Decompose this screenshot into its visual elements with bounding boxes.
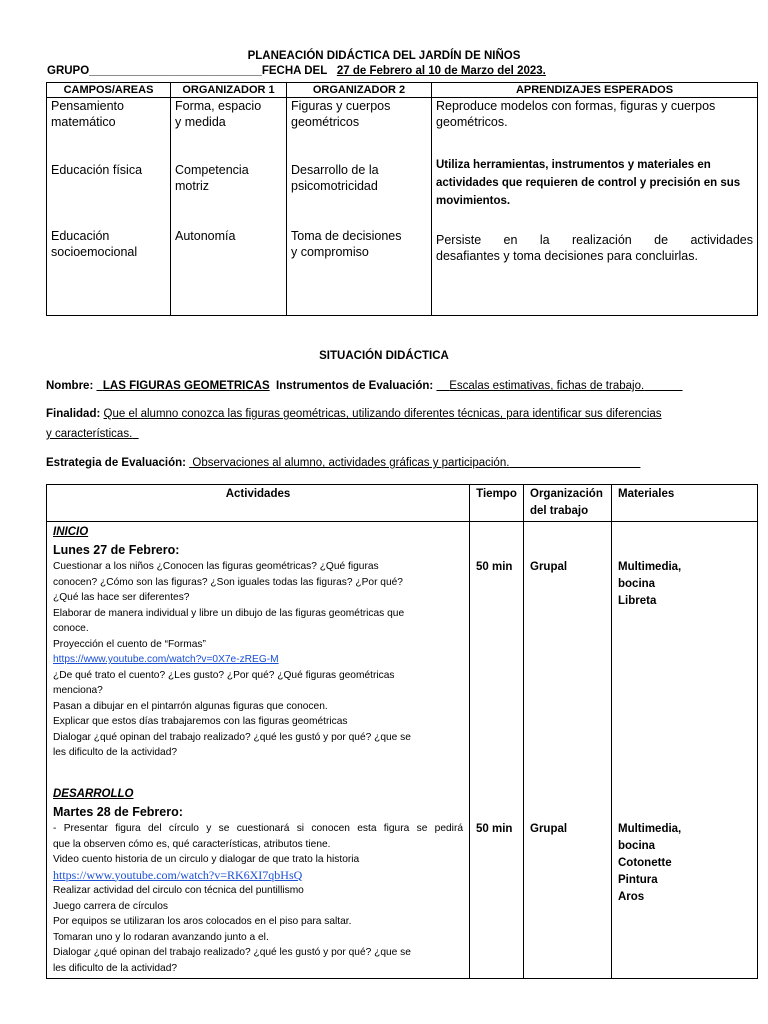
day-heading: Martes 28 de Febrero: <box>53 805 183 819</box>
finalidad-label: Finalidad: <box>46 408 101 420</box>
materiales-cell: Multimedia, bocina Libreta Multimedia, bocina Cotonette Pintura Aros <box>612 522 758 979</box>
tiempo-cell: 50 min 50 min <box>470 522 524 979</box>
section-desarrollo: DESARROLLO <box>53 788 134 800</box>
estrategia-label: Estrategia de Evaluación: <box>46 457 186 469</box>
video-link[interactable]: https://www.youtube.com/watch?v=0X7e-zREG-M <box>53 654 279 665</box>
activities-table <box>46 484 758 979</box>
col-materiales: Materiales <box>612 485 758 522</box>
organizador2-cell: Figuras y cuerpos geométricos <box>287 98 432 156</box>
finalidad-line <box>46 408 662 420</box>
col-tiempo: Tiempo <box>470 485 524 522</box>
fecha-label: FECHA DEL <box>261 65 328 77</box>
nombre-value: LAS FIGURAS GEOMETRICAS <box>102 380 270 392</box>
finalidad-text-1: Que el alumno conozca las figuras geométricas, utilizando diferentes técnicas, para identificar sus diferencias <box>103 408 662 420</box>
table-row <box>47 156 758 228</box>
day-heading: Lunes 27 de Febrero: <box>53 543 180 557</box>
organizador2-cell: Toma de decisiones y compromiso <box>287 228 432 316</box>
organizador2-cell: Desarrollo de la psicomotricidad <box>287 156 432 228</box>
aprendizaje-cell: Utiliza herramientas, instrumentos y materiales en actividades que requieren de control y precisión en sus movimientos. <box>432 156 758 228</box>
col-organizacion: Organización del trabajo <box>524 485 612 522</box>
col-organizador-1: ORGANIZADOR 1 <box>171 83 287 98</box>
grupo-label: GRUPO <box>47 65 90 77</box>
finalidad-line-2 <box>46 428 139 440</box>
campo-cell: Educación física <box>47 156 171 228</box>
page-title: PLANEACIÓN DIDÁCTICA DEL JARDÍN DE NIÑOS <box>247 50 521 62</box>
col-actividades: Actividades <box>47 485 470 522</box>
col-aprendizajes: APRENDIZAJES ESPERADOS <box>432 83 758 98</box>
table-row <box>47 98 758 156</box>
aprendizaje-cell: Persiste en la realización de actividades desafiantes y toma decisiones para concluirlas. <box>432 228 758 316</box>
activities-table-header <box>47 485 758 522</box>
estrategia-line <box>46 457 640 469</box>
instrumentos-label: Instrumentos de Evaluación: <box>276 380 434 392</box>
organizador1-cell: Competencia motriz <box>171 156 287 228</box>
section-inicio: INICIO <box>53 526 89 538</box>
finalidad-text-2: y características. <box>46 428 133 440</box>
aprendizaje-cell: Reproduce modelos con formas, figuras y cuerpos geométricos. <box>432 98 758 156</box>
organizador1-cell: Forma, espacio y medida <box>171 98 287 156</box>
campo-cell: Pensamiento matemático <box>47 98 171 156</box>
organizacion-cell: Grupal Grupal <box>524 522 612 979</box>
table-row <box>47 228 758 316</box>
video-link[interactable]: https://www.youtube.com/watch?v=RK6XI7qbHsQ <box>53 867 303 882</box>
col-campos-areas: CAMPOS/AREAS <box>47 83 171 98</box>
estrategia-value: Observaciones al alumno, actividades gráficas y participación. <box>192 457 510 469</box>
fecha-value: 27 de Febrero al 10 de Marzo del 2023. <box>336 65 546 77</box>
grupo-fecha-line: GRUPO___________________________FECHA DEL 27 de Febrero al 10 de Marzo del 2023. <box>47 65 546 77</box>
table-row <box>47 522 758 979</box>
nombre-line <box>46 380 683 392</box>
planning-table-header <box>47 83 758 98</box>
nombre-label: Nombre: <box>46 380 94 392</box>
planning-table <box>46 82 758 316</box>
campo-cell: Educación socioemocional <box>47 228 171 316</box>
instrumentos-value: Escalas estimativas, fichas de trabajo. <box>449 380 645 392</box>
situacion-title: SITUACIÓN DIDÁCTICA <box>319 350 449 362</box>
organizador1-cell: Autonomía <box>171 228 287 316</box>
col-organizador-2: ORGANIZADOR 2 <box>287 83 432 98</box>
actividades-cell: INICIO Lunes 27 de Febrero: Cuestionar a los niños ¿Conocen las figuras geométricas? ¿Qué figuras conocen? ¿Cómo son las figuras? ¿Son iguales todas las figuras? ¿Por qué? ¿Qué las hace ser diferentes? Elaborar de manera individual y libre un dibujo de las figuras geométricas que conoce. Proyección el cuento de “Formas” https://www.youtube.com/watch?v=0X7e-zREG-M ¿De qué trato el cuento? ¿Les gusto? ¿Por qué? ¿Qué figuras geométricas menciona? Pasan a dibujar en el pintarrón algunas figuras que conocen. Explicar que estos días trabajaremos con las figuras geométricas Dialogar ¿qué opinan del trabajo realizado? ¿qué les gustó y por qué? ¿que se les dificulto de la actividad? DESARROLLO Martes 28 de Febrero: - Presentar figura del círculo y se cuestionará si conocen esta figura se pedirá que la observen cómo es, qué características, atributos tiene. Video cuento historia de un circulo y dialogar de que trato la historia https://www.youtube.com/watch?v=RK6XI7qbHsQ Realizar actividad del circulo con técnica del puntillismo Juego carrera de círculos Por equipos se utilizaran los aros colocados en el piso para saltar. Tomaran uno y lo rodaran avanzando junto a el. Dialogar ¿qué opinan del trabajo realizado? ¿qué les gustó y por qué? ¿que se les dificulto de la actividad? <box>47 522 470 979</box>
